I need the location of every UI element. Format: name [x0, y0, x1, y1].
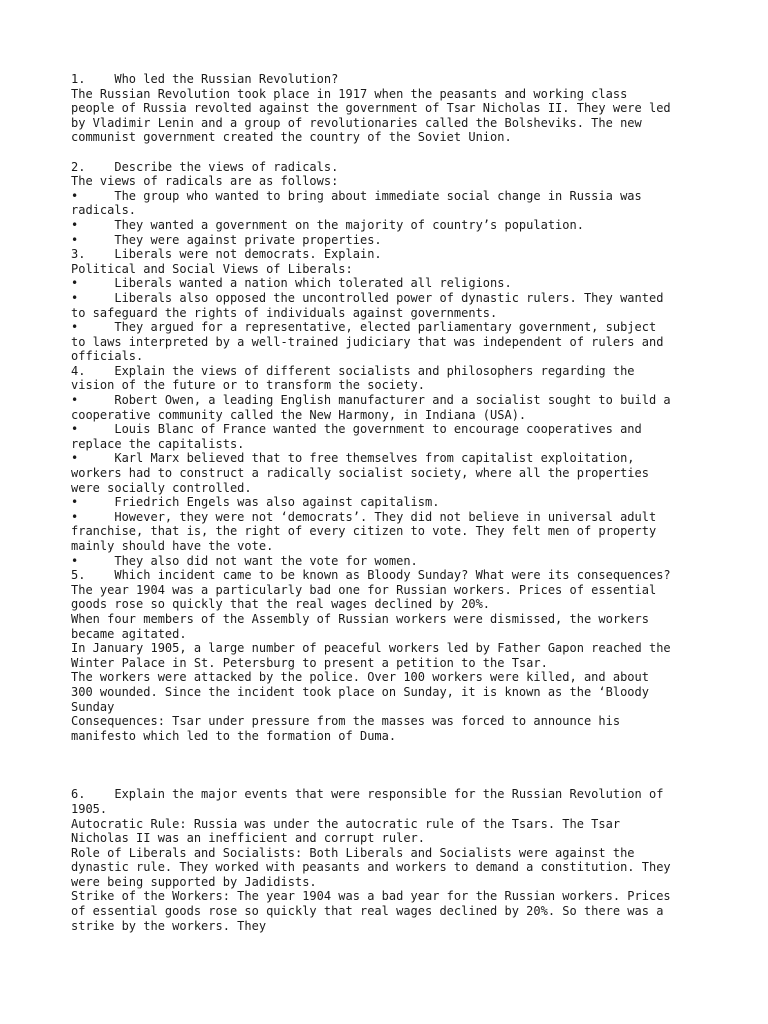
text-line: were socially controlled. [71, 480, 252, 495]
text-line: 4. Explain the views of different socialists and philosophers regarding the [71, 363, 635, 378]
text-line: Nicholas II was an inefficient and corrupt ruler. [71, 831, 426, 846]
text-line: In January 1905, a large number of peaceful workers led by Father Gapon reached the [71, 641, 671, 656]
text-line: Role of Liberals and Socialists: Both Liberals and Socialists were against the [71, 845, 635, 860]
text-line: to laws interpreted by a well-trained judiciary that was independent of rulers and [71, 334, 664, 349]
text-line: Winter Palace in St. Petersburg to present a petition to the Tsar. [71, 655, 548, 670]
text-line: Sunday [71, 699, 115, 714]
document-section-6 [71, 787, 711, 933]
text-line: dynastic rule. They worked with peasants and workers to demand a constitution. They [71, 860, 671, 875]
text-line: • They were against private properties. [71, 232, 382, 247]
text-line: The workers were attacked by the police. Over 100 workers were killed, and about [71, 670, 649, 685]
text-line: to safeguard the rights of individuals against governments. [71, 305, 498, 320]
text-line: • They also did not want the vote for women. [71, 553, 418, 568]
text-line: manifesto which led to the formation of Duma. [71, 728, 397, 743]
text-line: were being supported by Jadidists. [71, 874, 317, 889]
text-line: cooperative community called the New Harmony, in Indiana (USA). [71, 407, 527, 422]
text-line: by Vladimir Lenin and a group of revolutionaries called the Bolsheviks. The new [71, 115, 642, 130]
text-line: 2. Describe the views of radicals. [71, 159, 339, 174]
document-body [71, 72, 711, 933]
text-line: people of Russia revolted against the government of Tsar Nicholas II. They were led [71, 101, 671, 116]
text-line: • However, they were not ‘democrats’. They did not believe in universal adult [71, 509, 657, 524]
text-line: goods rose so quickly that the real wages declined by 20%. [71, 597, 491, 612]
text-line: • The group who wanted to bring about immediate social change in Russia was [71, 188, 642, 203]
text-line: • Liberals wanted a nation which tolerated all religions. [71, 276, 512, 291]
text-line: Autocratic Rule: Russia was under the autocratic rule of the Tsars. The Tsar [71, 816, 621, 831]
text-line: strike by the workers. They [71, 918, 267, 933]
blank-line [71, 145, 711, 160]
text-line: • They argued for a representative, elected parliamentary government, subject [71, 320, 657, 335]
text-line: replace the capitalists. [71, 436, 245, 451]
text-line: Consequences: Tsar under pressure from the masses was forced to announce his [71, 714, 621, 729]
text-line: • They wanted a government on the majority of country’s population. [71, 217, 584, 232]
text-line: 3. Liberals were not democrats. Explain. [71, 247, 382, 262]
text-line: When four members of the Assembly of Russian workers were dismissed, the workers [71, 611, 649, 626]
text-line: communist government created the country of the Soviet Union. [71, 130, 512, 145]
text-line: workers had to construct a radically socialist society, where all the properties [71, 466, 649, 481]
text-line: • Karl Marx believed that to free themselves from capitalist exploitation, [71, 451, 635, 466]
text-line: of essential goods rose so quickly that real wages declined by 20%. So there was a [71, 904, 664, 919]
text-line: • Friedrich Engels was also against capitalism. [71, 495, 440, 510]
text-line: • Louis Blanc of France wanted the government to encourage cooperatives and [71, 422, 642, 437]
text-line: franchise, that is, the right of every citizen to vote. They felt men of property [71, 524, 657, 539]
text-line: The year 1904 was a particularly bad one for Russian workers. Prices of essential [71, 582, 657, 597]
text-line: Political and Social Views of Liberals: [71, 261, 353, 276]
text-line: mainly should have the vote. [71, 539, 274, 553]
text-line: vision of the future or to transform the society. [71, 378, 426, 393]
text-line: 1. Who led the Russian Revolution? [71, 72, 339, 86]
text-line: • Robert Owen, a leading English manufacturer and a socialist sought to build a [71, 393, 671, 408]
text-line: The views of radicals are as follows: [71, 174, 339, 189]
text-line: radicals. [71, 203, 137, 218]
section-gap [71, 743, 711, 787]
document-section-1-5 [71, 72, 711, 743]
text-line: officials. [71, 349, 144, 364]
text-line: Strike of the Workers: The year 1904 was a bad year for the Russian workers. Prices [71, 889, 671, 904]
text-line: 5. Which incident came to be known as Bloody Sunday? What were its consequences? [71, 568, 671, 583]
text-line: 6. Explain the major events that were responsible for the Russian Revolution of [71, 787, 664, 802]
text-line: The Russian Revolution took place in 1917 when the peasants and working class [71, 86, 628, 101]
text-line: 1905. [71, 801, 108, 816]
text-line: • Liberals also opposed the uncontrolled power of dynastic rulers. They wanted [71, 290, 664, 305]
text-line: became agitated. [71, 626, 187, 641]
text-line: 300 wounded. Since the incident took place on Sunday, it is known as the ‘Bloody [71, 684, 649, 699]
